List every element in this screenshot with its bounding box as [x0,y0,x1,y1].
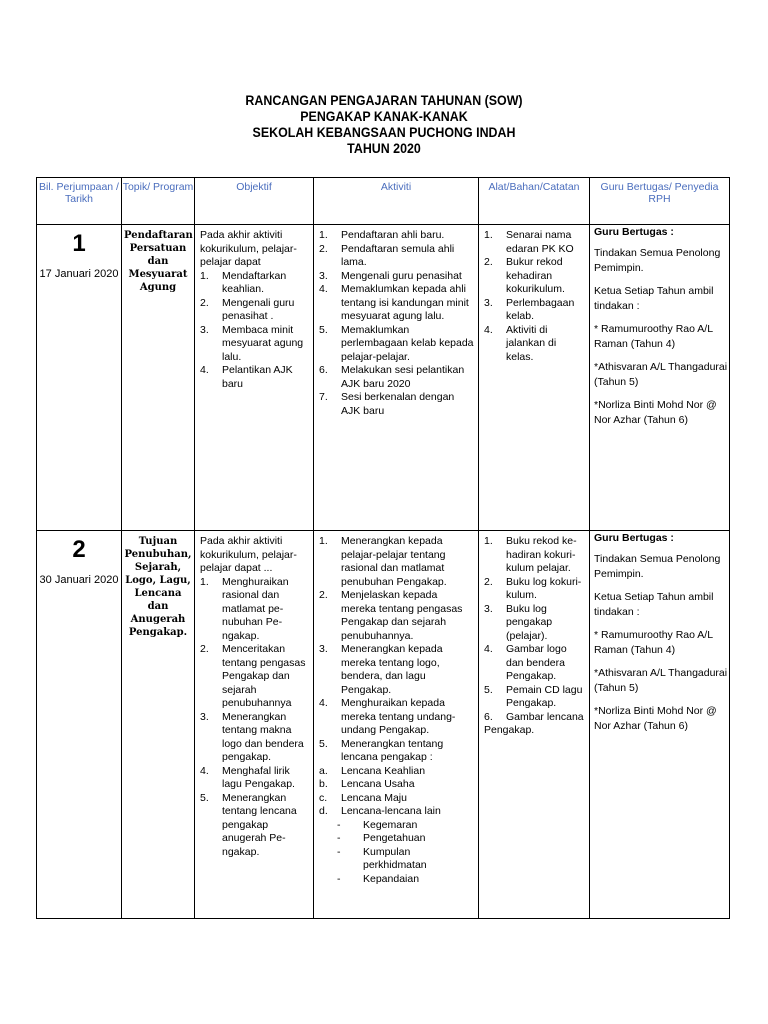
aktiviti-sublist-item [319,778,474,792]
guru-label: Guru Bertugas : [594,532,674,544]
item-number: 4. [484,323,493,336]
title-line-4: TAHUN 2020 [347,141,421,156]
header-bil: Bil. Perjumpaan / Tarikh [37,178,122,225]
guru-note: *Norliza Binti Mohd Nor @ Nor Azhar (Tahun 6) [594,399,717,426]
objektif-list-item [200,765,309,792]
guru-note: Tindakan Semua Penolong Pemimpin. [594,553,721,580]
item-number: 1. [319,229,328,241]
item-number: d. [319,805,328,817]
cell-alat [479,531,590,919]
objektif-list-item [200,297,309,324]
aktiviti-list-item [319,243,474,270]
item-number: 4. [200,364,209,376]
item-text: Senarai nama edaran PK KO [506,229,574,255]
document-title [31,93,738,157]
item-number: 5. [319,323,328,336]
objektif-list-item [200,792,309,860]
aktiviti-list-item [319,324,474,365]
item-number: 4. [484,643,493,655]
table-row [37,531,730,919]
header-row [37,178,730,225]
item-number: 3. [200,323,209,336]
item-number: 3. [319,269,328,282]
cell-objektif [195,531,314,919]
aktiviti-list-item [319,697,474,738]
aktiviti-list-item [319,643,474,697]
aktiviti-dashlist-item [319,832,474,846]
cell-alat [479,225,590,531]
item-text: Bukur rekod kehadiran kokurikulum. [506,256,565,295]
item-text: Kepandaian [363,872,420,885]
guru-label: Guru Bertugas : [594,226,674,238]
item-number: 1. [200,269,209,282]
meeting-date: 30 Januari 2020 [39,574,119,586]
item-number: 2. [319,242,328,255]
item-number: 1. [484,535,493,547]
item-text: Pengetahuan [363,832,426,844]
guru-note: * Ramumuroothy Rao A/L Raman (Tahun 4) [594,323,713,350]
item-number: - [337,845,341,858]
header-objektif: Objektif [195,178,314,225]
item-text: Menerangkan kepada mereka tentang logo, bendera, dan lagu Pengakap. [341,643,443,696]
guru-note: Ketua Setiap Tahun ambil tindakan : [594,285,714,312]
aktiviti-dashlist-item [319,846,474,873]
item-text: Gambar logo dan bendera Pengakap. [506,643,567,682]
alat-list-item [484,643,585,684]
item-text: Pemain CD lagu Pengakap. [506,683,583,709]
item-text: Pendaftaran ahli baru. [341,229,445,241]
item-text: Menerangkan tentang lencana pengakap : [341,737,444,763]
item-text: Lencana Maju [341,791,407,804]
aktiviti-sublist [319,765,474,819]
aktiviti-list [319,229,474,418]
item-text: Perlembagaan kelab. [506,296,575,322]
item-text: Pelantikan AJK baru [222,364,293,390]
alat-list-item [484,603,585,644]
cell-bil [37,225,122,531]
item-text: Kumpulan perkhidmatan [363,845,427,871]
item-text: Menghuraikan kepada mereka tentang undang-undang Pengakap. [341,697,456,736]
aktiviti-dashlist-item [319,819,474,833]
item-text: Menghuraikan rasional dan matlamat pe-nubuhan Pe-ngakap. [222,575,289,642]
item-number: 2. [200,296,209,309]
item-text: Mengenali guru penasihat [341,269,462,282]
aktiviti-list-item [319,229,474,243]
item-text: Buku log pengakap (pelajar). [506,602,553,642]
item-number: c. [319,791,328,804]
objektif-list-item [200,324,309,365]
aktiviti-list-item [319,283,474,324]
item-text: Memaklumkan kepada ahli tentang isi kandungan minit mesyuarat agung lalu. [341,283,469,322]
item-text: Menerangkan kepada pelajar-pelajar tentang rasional dan matlamat penubuhan Pengakap. [341,535,447,588]
alat-list-item [484,711,585,725]
item-text: Buku log kokuri-kulum. [506,575,582,601]
objektif-intro: Pada akhir aktiviti kokurikulum, pelajar-pelajar dapat ... [200,535,297,574]
aktiviti-list-item [319,535,474,589]
objektif-list [200,576,309,860]
sow-table [36,177,730,919]
item-text: Menerangkan tentang makna logo dan bendera pengakap. [222,710,304,763]
objektif-list-item [200,711,309,765]
item-number: b. [319,778,328,790]
item-text: Lencana Keahlian [341,764,426,777]
guru-note: * Ramumuroothy Rao A/L Raman (Tahun 4) [594,629,713,656]
aktiviti-list-item [319,270,474,284]
alat-list-item [484,297,585,324]
aktiviti-dashlist-item [319,873,474,887]
item-number: - [337,872,341,885]
cell-topik: Pendaftaran Persatuan dan Mesyuarat Agung [122,225,195,531]
item-text: Membaca minit mesyuarat agung lalu. [222,323,304,363]
header-topik: Topik/ Program [122,178,195,225]
item-text: Pendaftaran semula ahli lama. [341,242,455,268]
item-number: 7. [319,391,328,403]
alat-list-item [484,256,585,297]
item-text: Menjelaskan kepada mereka tentang pengasas Pengakap dan sejarah penubuhannya. [341,589,463,642]
header-guru: Guru Bertugas/ Penyedia RPH [590,178,730,225]
item-number: 3. [484,602,493,615]
item-text: Menerangkan tentang lencana pengakap anugerah Pe-ngakap. [222,791,297,858]
title-line-2: PENGAKAP KANAK-KANAK [300,109,468,124]
alat-list-item [484,535,585,576]
alat-list-item [484,684,585,711]
alat-list [484,535,585,724]
item-number: 3. [200,710,209,723]
objektif-list [200,270,309,392]
alat-list-item [484,229,585,256]
item-number: 5. [200,791,209,804]
guru-note: *Athisvaran A/L Thangadurai (Tahun 5) [594,361,728,388]
item-number: 1. [200,575,209,588]
aktiviti-list-item [319,364,474,391]
item-number: 3. [484,296,493,309]
objektif-list-item [200,643,309,711]
item-text: Memaklumkan perlembagaan kelab kepada pelajar-pelajar. [341,323,474,363]
item-number: - [337,832,341,844]
item-text: Menghafal lirik lagu Pengakap. [222,764,295,790]
item-text: Aktiviti di jalankan di kelas. [506,323,557,363]
aktiviti-list-item [319,589,474,643]
item-number: a. [319,764,328,777]
objektif-intro: Pada akhir aktiviti kokurikulum, pelajar-pelajar dapat [200,229,297,268]
objektif-list-item [200,270,309,297]
item-text: Melakukan sesi pelantikan AJK baru 2020 [341,364,465,390]
cell-guru [590,225,730,531]
alat-list [484,229,585,364]
header-alat: Alat/Bahan/Catatan [479,178,590,225]
table-row [37,225,730,531]
item-number: 2. [484,575,493,588]
item-text: Kegemaran [363,818,418,831]
title-line-3: SEKOLAH KEBANGSAAN PUCHONG INDAH [252,125,516,140]
meeting-number: 1 [72,230,86,257]
item-number: 2. [200,643,209,655]
meeting-number: 2 [72,536,86,563]
item-text: Mengenali guru penasihat . [222,296,295,322]
guru-note: *Athisvaran A/L Thangadurai (Tahun 5) [594,667,728,694]
item-number: 5. [319,737,328,750]
aktiviti-list-item [319,738,474,765]
item-text: Lencana Usaha [341,778,415,790]
item-number: 1. [319,535,328,547]
item-text: Mendaftarkan keahlian. [222,269,287,295]
cell-aktiviti [314,531,479,919]
item-text: Menceritakan tentang pengasas Pengakap dan sejarah penubuhannya [222,643,306,709]
item-number: 6. [319,364,328,376]
objektif-list-item [200,576,309,644]
objektif-list-item [200,364,309,391]
cell-bil [37,531,122,919]
item-number: 4. [200,764,209,777]
item-text: Buku rekod ke-hadiran kokuri-kulum pelajar. [506,535,577,574]
alat-tail: Pengakap. [484,724,535,736]
aktiviti-list [319,535,474,765]
alat-list-item [484,576,585,603]
item-number: 5. [484,683,493,696]
cell-guru [590,531,730,919]
item-number: 3. [319,643,328,655]
guru-note: Tindakan Semua Penolong Pemimpin. [594,247,721,274]
aktiviti-sublist-item [319,792,474,806]
item-text: Sesi berkenalan dengan AJK baru [341,391,455,417]
cell-topik: Tujuan Penubuhan, Sejarah, Logo, Lagu, Lencana dan Anugerah Pengakap. [122,531,195,919]
meeting-date: 17 Januari 2020 [39,268,119,280]
item-number: 1. [484,229,493,241]
alat-list-item [484,324,585,365]
guru-note: Ketua Setiap Tahun ambil tindakan : [594,591,714,618]
item-number: 2. [484,256,493,268]
item-number: 4. [319,283,328,295]
item-text: Gambar lencana [506,710,584,723]
item-number: 2. [319,589,328,601]
header-aktiviti: Aktiviti [314,178,479,225]
item-number: 6. [484,710,493,723]
item-text: Lencana-lencana lain [341,805,441,817]
aktiviti-sublist-item [319,765,474,779]
item-number: 4. [319,697,328,709]
aktiviti-sublist-item [319,805,474,819]
title-line-1: RANCANGAN PENGAJARAN TAHUNAN (SOW) [245,93,523,108]
aktiviti-list-item [319,391,474,418]
cell-aktiviti [314,225,479,531]
item-number: - [337,818,341,831]
cell-objektif [195,225,314,531]
guru-note: *Norliza Binti Mohd Nor @ Nor Azhar (Tahun 6) [594,705,717,732]
aktiviti-dashlist [319,819,474,887]
